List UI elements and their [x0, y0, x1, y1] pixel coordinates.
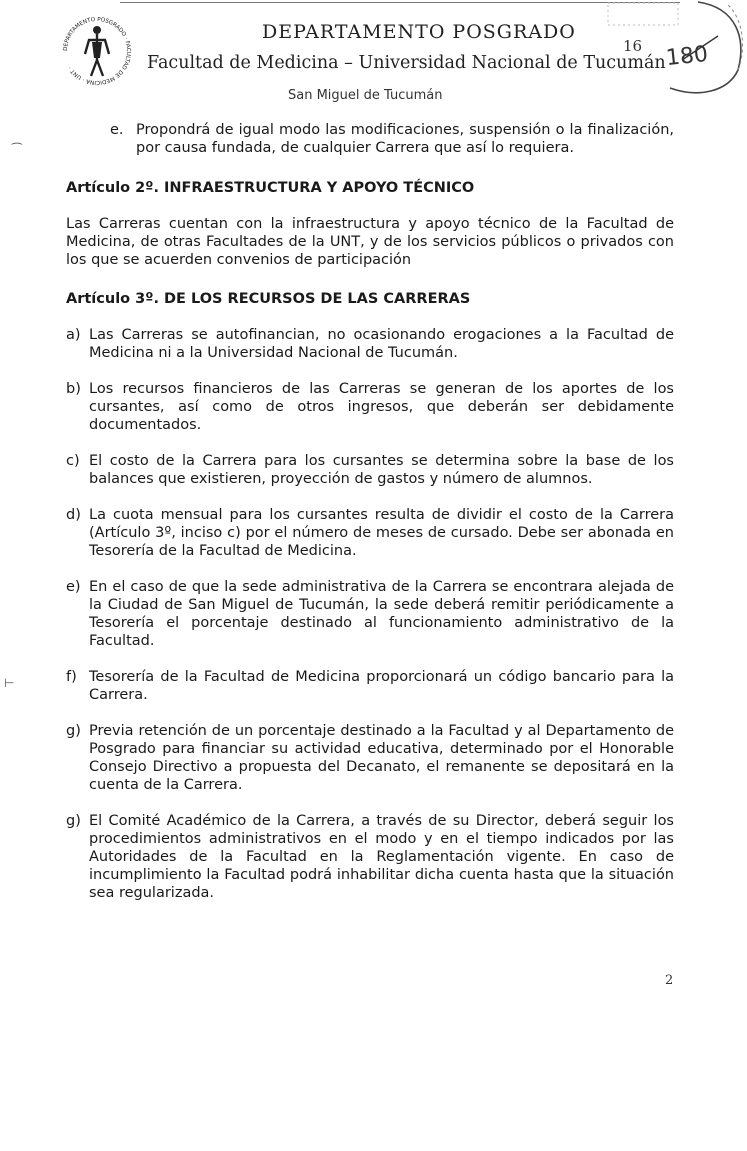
- list-item: [66, 668, 674, 704]
- article-2-heading: Artículo 2º. INFRAESTRUCTURA Y APOYO TÉCNICO: [66, 180, 475, 196]
- item-label: d): [66, 507, 81, 523]
- list-item: [66, 578, 674, 650]
- list-item: [66, 812, 674, 902]
- item-text: Los recursos financieros de las Carreras se generan de los aportes de los cursantes, así como de otros ingresos, que deberán ser debidamente documentados.: [89, 381, 674, 433]
- item-text: En el caso de que la sede administrativa de la Carrera se encontrara alejada de la Ciudad de San Miguel de Tucumán, la sede deberá remitir periódicamente a Tesorería el porcentaje destinado al funcionamiento administrativo de la Facultad.: [89, 579, 674, 649]
- item-text: Tesorería de la Facultad de Medicina proporcionará un código bancario para la Carrera.: [89, 669, 674, 703]
- item-label: g): [66, 813, 81, 829]
- item-text: El costo de la Carrera para los cursantes se determina sobre la base de los balances que existieren, proyección de gastos y número de alumnos.: [89, 453, 674, 487]
- list-item: [110, 121, 674, 157]
- item-label: a): [66, 327, 81, 343]
- item-text: El Comité Académico de la Carrera, a través de su Director, deberá seguir los procedimientos administrativos en el modo y en el tiempo indicados por las Autoridades de la Facultad en la Reglamentación vigente. En caso de incumplimiento la Facultad podrá inhabilitar dicha cuenta hasta que la situación sea regularizada.: [89, 813, 674, 901]
- list-item: [66, 506, 674, 560]
- department-title: DEPARTAMENTO POSGRADO: [262, 21, 576, 43]
- page-number: 2: [665, 973, 674, 988]
- item-text: La cuota mensual para los cursantes resulta de dividir el costo de la Carrera (Artículo 3º, inciso c) por el número de meses de cursado. Debe ser abonada en Tesorería de la Facultad de Medicina.: [89, 507, 674, 559]
- seal-text: DEPARTAMENTO POSGRADO · FACULTAD DE MEDICINA · UNT ·: [62, 16, 132, 86]
- item-label: e): [66, 579, 81, 595]
- item-label: g): [66, 723, 81, 739]
- item-label: e.: [110, 122, 124, 138]
- list-item: [66, 380, 674, 434]
- margin-mark: ⊢: [4, 676, 15, 690]
- item-text: Previa retención de un porcentaje destinado a la Facultad y al Departamento de Posgrado para financiar su actividad educativa, determinado por el Honorable Consejo Directivo a propuesta del Decanato, el remanente se depositará en la cuenta de la Carrera.: [89, 723, 674, 793]
- department-seal-logo: [58, 12, 136, 90]
- folio-number: 180: [664, 41, 710, 72]
- city-line: San Miguel de Tucumán: [288, 88, 443, 103]
- list-item: [66, 452, 674, 488]
- margin-mark: ⁀: [12, 143, 22, 157]
- item-text: Propondrá de igual modo las modificaciones, suspensión o la finalización, por causa fundada, de cualquier Carrera que así lo requiera.: [136, 122, 674, 156]
- item-label: c): [66, 453, 80, 469]
- list-item: [66, 326, 674, 362]
- article-2-text: Las Carreras cuentan con la infraestructura y apoyo técnico de la Facultad de Medicina, de otras Facultades de la UNT, y de los servicios públicos o privados con los que se acuerden convenios de participación: [66, 216, 674, 268]
- item-label: b): [66, 381, 81, 397]
- list-item: [66, 722, 674, 794]
- article-3-heading: Artículo 3º. DE LOS RECURSOS DE LAS CARRERAS: [66, 291, 471, 307]
- item-label: f): [66, 669, 77, 685]
- document-body: [66, 121, 674, 902]
- faculty-title: Facultad de Medicina – Universidad Nacional de Tucumán: [147, 53, 666, 73]
- item-text: Las Carreras se autofinancian, no ocasionando erogaciones a la Facultad de Medicina ni a la Universidad Nacional de Tucumán.: [89, 327, 674, 361]
- handwritten-number: 16: [623, 37, 643, 55]
- folio-stamp: [578, 0, 747, 100]
